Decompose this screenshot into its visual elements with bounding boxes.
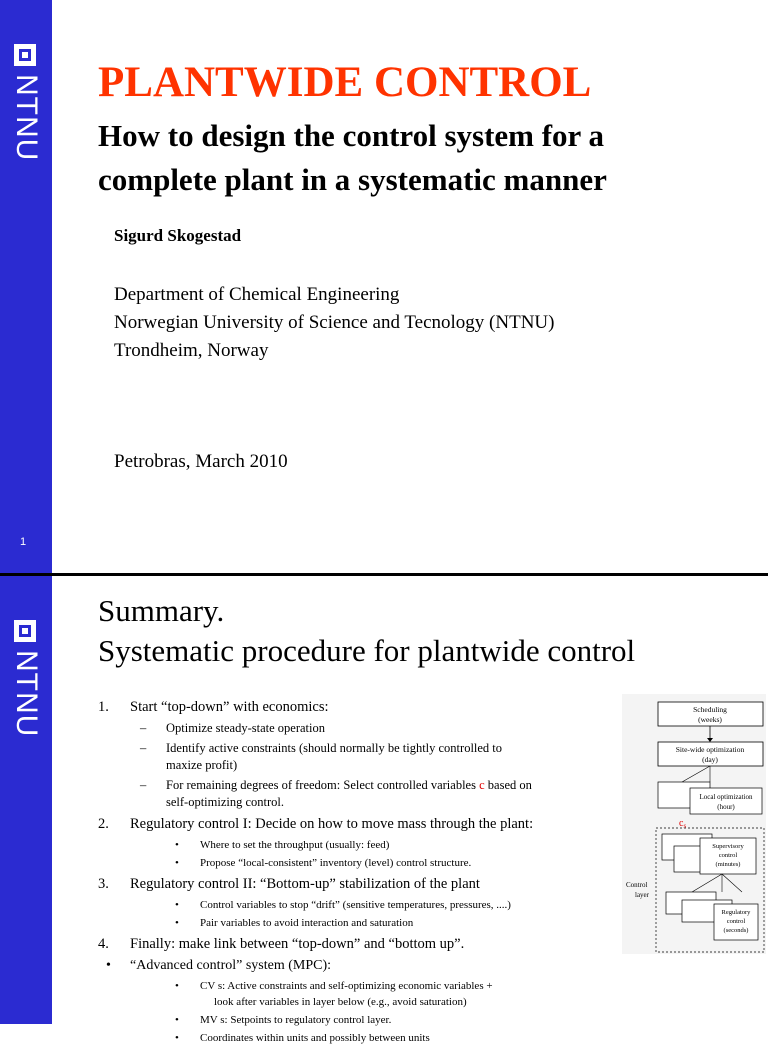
affiliation — [114, 281, 554, 365]
sub-item: • “Advanced control” system (MPC): — [106, 958, 332, 973]
sub-item: • Control variables to stop “drift” (sensitive temperatures, pressures, ....) — [175, 899, 511, 911]
sub-item-text: Where to set the throughput (usually: feed) — [200, 839, 390, 851]
sub-item-text: based on — [484, 778, 532, 792]
procedure-list — [98, 697, 618, 1048]
ntnu-sidebar — [0, 0, 52, 574]
setpoint-cs-label: $c_s$ — [679, 818, 687, 830]
item-text: Finally: make link between “top-down” and “bottom up”. — [130, 936, 465, 952]
ntnu-logo-text: NTNU — [10, 74, 43, 162]
sub-item-text: CV s: Active constraints and self-optimizing economic variables + — [200, 980, 493, 992]
subtitle-line: How to design the control system for a — [98, 118, 605, 153]
sub-item-text: look after variables in layer below (e.g., avoid saturation) — [214, 996, 467, 1008]
slide-subtitle — [98, 114, 607, 202]
list-item — [98, 697, 618, 720]
sub-item-text: Identify active constraints (should normally be tightly controlled to — [166, 741, 503, 755]
sub-item: • MV s: Setpoints to regulatory control layer. — [175, 1014, 392, 1026]
item-number: 1. — [98, 699, 109, 715]
sub-item-text: Coordinates within units and possibly between units — [200, 1032, 430, 1044]
slide-title: PLANTWIDE CONTROL — [98, 59, 592, 106]
sub-item-text: Propose “local-consistent” inventory (level) control structure. — [200, 857, 472, 869]
title-line: Summary. — [98, 593, 225, 628]
regulatory-label-2: control — [726, 918, 746, 925]
sub-item: • CV s: Active constraints and self-optimizing economic variables + look after variables in layer below (e.g., avoid saturation) — [175, 980, 493, 1008]
sitewide-label: Site-wide optimization — [675, 745, 745, 754]
list-item — [98, 874, 618, 897]
sub-item: – Identify active constraints (should normally be tightly controlled to maxize profit) — [140, 741, 503, 772]
scheduling-label: Scheduling — [693, 705, 727, 714]
local-opt-sub: (hour) — [717, 803, 735, 811]
item-number: 4. — [98, 936, 109, 952]
author-name: Sigurd Skogestad — [114, 226, 242, 245]
affiliation-line: Trondheim, Norway — [114, 340, 269, 361]
local-opt-label: Local optimization — [699, 793, 753, 801]
control-layer-label: Control — [626, 881, 648, 889]
regulatory-label: Regulatory — [721, 909, 751, 916]
item-text: Regulatory control II: “Bottom-up” stabilization of the plant — [130, 876, 480, 892]
sub-item: • Where to set the throughput (usually: feed) — [175, 839, 390, 851]
ntnu-logo-icon — [14, 44, 36, 66]
item-text: Start “top-down” with economics: — [130, 699, 329, 715]
sub-item-text: Pair variables to avoid interaction and saturation — [200, 917, 414, 929]
supervisory-label: Supervisory — [712, 843, 744, 850]
summary-slide — [0, 576, 768, 1044]
sub-item: • Propose “local-consistent” inventory (level) control structure. — [175, 857, 472, 869]
list-item — [98, 934, 618, 957]
sitewide-sub: (day) — [702, 755, 718, 764]
sub-item-text: “Advanced control” system (MPC): — [130, 958, 332, 973]
sub-item-text: MV s: Setpoints to regulatory control layer. — [200, 1014, 392, 1026]
sub-item: – For remaining degrees of freedom: Select controlled variables c based on self-optimizing control. — [140, 778, 532, 809]
supervisory-label-2: control — [718, 852, 738, 859]
affiliation-line: Norwegian University of Science and Tecnology (NTNU) — [114, 312, 555, 333]
ntnu-sidebar — [0, 576, 52, 1024]
item-number: 3. — [98, 876, 109, 892]
scheduling-sub: (weeks) — [698, 715, 722, 724]
item-number: 2. — [98, 816, 109, 832]
supervisory-sub: (minutes) — [715, 861, 741, 868]
list-item — [98, 814, 618, 837]
item-text: Regulatory control I: Decide on how to move mass through the plant: — [130, 816, 534, 832]
ntnu-logo-icon — [14, 620, 36, 642]
event-date: Petrobras, March 2010 — [114, 451, 288, 472]
page-number: 1 — [20, 536, 27, 548]
slide-title — [98, 591, 635, 671]
regulatory-sub: (seconds) — [723, 927, 749, 934]
sub-item-text: Control variables to stop “drift” (sensitive temperatures, pressures, ....) — [200, 899, 511, 911]
title-line: Systematic procedure for plantwide control — [98, 633, 636, 668]
ntnu-logo-text: NTNU — [10, 650, 43, 738]
sub-item-text: Optimize steady-state operation — [166, 721, 325, 735]
sub-item: – Optimize steady-state operation — [140, 721, 325, 735]
subtitle-line: complete plant in a systematic manner — [98, 162, 607, 197]
controlled-variable-symbol: c — [479, 778, 485, 792]
control-layer-label: layer — [635, 891, 649, 899]
sub-item: • Coordinates within units and possibly between units — [175, 1032, 430, 1044]
sub-item-text: For remaining degrees of freedom: Select controlled variables — [166, 778, 480, 792]
affiliation-line: Department of Chemical Engineering — [114, 284, 400, 305]
control-hierarchy-diagram — [622, 694, 766, 954]
sub-item-text: self-optimizing control. — [166, 795, 285, 809]
sub-item: • Pair variables to avoid interaction and saturation — [175, 917, 414, 929]
sub-item-text: maxize profit) — [166, 758, 238, 772]
